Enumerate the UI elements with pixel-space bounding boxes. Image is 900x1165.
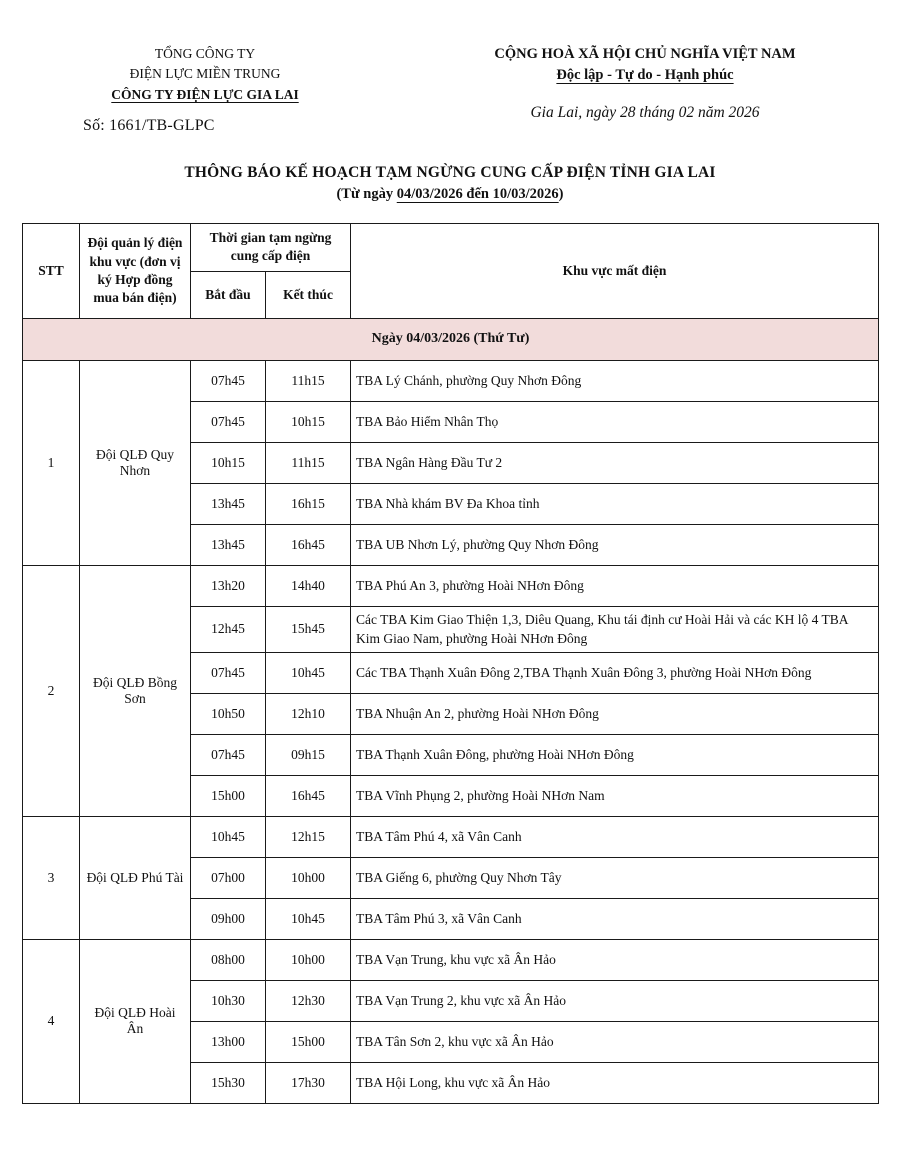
table-row: [23, 360, 879, 401]
area-cell: TBA Tân Sơn 2, khu vực xã Ân Hảo: [351, 1021, 879, 1062]
area-cell: TBA Ngân Hàng Đầu Tư 2: [351, 442, 879, 483]
national-title: CỘNG HOÀ XÃ HỘI CHỦ NGHĨA VIỆT NAM: [494, 46, 796, 62]
outage-schedule-table: [22, 223, 879, 1104]
stt-cell: 3: [23, 816, 80, 939]
start-time-cell: 15h30: [191, 1062, 266, 1103]
area-cell: TBA Tâm Phú 3, xã Vân Canh: [351, 898, 879, 939]
end-time-cell: 17h30: [266, 1062, 351, 1103]
start-time-cell: 13h45: [191, 483, 266, 524]
start-time-cell: 13h00: [191, 1021, 266, 1062]
start-time-cell: 10h50: [191, 693, 266, 734]
page-subtitle: [0, 186, 900, 203]
subtitle-suffix: ): [558, 185, 564, 202]
start-time-cell: 07h45: [191, 652, 266, 693]
end-time-cell: 10h45: [266, 898, 351, 939]
col-header-start: Bắt đầu: [191, 271, 266, 318]
start-time-cell: 12h45: [191, 606, 266, 652]
start-time-cell: 10h15: [191, 442, 266, 483]
table-row: [23, 816, 879, 857]
company-name: CÔNG TY ĐIỆN LỰC GIA LAI: [111, 86, 299, 102]
document-number: Số: 1661/TB-GLPC: [83, 116, 215, 134]
subtitle-prefix: (Từ ngày: [336, 185, 397, 202]
stt-cell: 2: [23, 565, 80, 816]
start-time-cell: 13h20: [191, 565, 266, 606]
end-time-cell: 15h45: [266, 606, 351, 652]
area-cell: TBA Phú An 3, phường Hoài NHơn Đông: [351, 565, 879, 606]
start-time-cell: 15h00: [191, 775, 266, 816]
area-cell: TBA Hội Long, khu vực xã Ân Hảo: [351, 1062, 879, 1103]
table-row: [23, 939, 879, 980]
end-time-cell: 09h15: [266, 734, 351, 775]
team-cell: Đội QLĐ Hoài Ân: [80, 939, 191, 1103]
area-cell: Các TBA Kim Giao Thiện 1,3, Diêu Quang, Khu tái định cư Hoài Hải và các KH lộ 4 TBA Kim Giao Nam, phường Hoài NHơn Đông: [351, 606, 879, 652]
start-time-cell: 07h00: [191, 857, 266, 898]
end-time-cell: 11h15: [266, 442, 351, 483]
subtitle-date-range: 04/03/2026 đến 10/03/2026: [396, 185, 559, 202]
end-time-cell: 12h10: [266, 693, 351, 734]
col-header-area: Khu vực mất điện: [351, 223, 879, 318]
national-motto: Độc lập - Tự do - Hạnh phúc: [556, 67, 734, 84]
end-time-cell: 11h15: [266, 360, 351, 401]
day-banner: Ngày 04/03/2026 (Thứ Tư): [23, 318, 879, 360]
start-time-cell: 10h45: [191, 816, 266, 857]
org-line-1: TỔNG CÔNG TY: [154, 46, 256, 61]
place-date: Gia Lai, ngày 28 tháng 02 năm 2026: [530, 104, 760, 122]
end-time-cell: 16h45: [266, 524, 351, 565]
letterhead: [0, 44, 900, 138]
stt-cell: 1: [23, 360, 80, 565]
area-cell: TBA Tâm Phú 4, xã Vân Canh: [351, 816, 879, 857]
area-cell: TBA Vạn Trung 2, khu vực xã Ân Hảo: [351, 980, 879, 1021]
table-row: [23, 565, 879, 606]
col-header-stt: STT: [23, 223, 80, 318]
end-time-cell: 16h45: [266, 775, 351, 816]
team-cell: Đội QLĐ Phú Tài: [80, 816, 191, 939]
col-header-team: Đội quản lý điện khu vực (đơn vị ký Hợp đồng mua bán điện): [80, 223, 191, 318]
start-time-cell: 07h45: [191, 734, 266, 775]
national-motto-block: [420, 44, 870, 125]
area-cell: TBA Nhuận An 2, phường Hoài NHơn Đông: [351, 693, 879, 734]
end-time-cell: 10h45: [266, 652, 351, 693]
col-header-end: Kết thúc: [266, 271, 351, 318]
area-cell: TBA Lý Chánh, phường Quy Nhơn Đông: [351, 360, 879, 401]
end-time-cell: 15h00: [266, 1021, 351, 1062]
team-cell: Đội QLĐ Quy Nhơn: [80, 360, 191, 565]
team-cell: Đội QLĐ Bồng Sơn: [80, 565, 191, 816]
stt-cell: 4: [23, 939, 80, 1103]
area-cell: TBA Nhà khám BV Đa Khoa tỉnh: [351, 483, 879, 524]
end-time-cell: 14h40: [266, 565, 351, 606]
day-banner-row: [23, 318, 879, 360]
end-time-cell: 12h15: [266, 816, 351, 857]
area-cell: TBA Thạnh Xuân Đông, phường Hoài NHơn Đông: [351, 734, 879, 775]
start-time-cell: 08h00: [191, 939, 266, 980]
end-time-cell: 16h15: [266, 483, 351, 524]
start-time-cell: 07h45: [191, 360, 266, 401]
area-cell: TBA Giếng 6, phường Quy Nhơn Tây: [351, 857, 879, 898]
end-time-cell: 10h00: [266, 939, 351, 980]
area-cell: TBA Vĩnh Phụng 2, phường Hoài NHơn Nam: [351, 775, 879, 816]
area-cell: Các TBA Thạnh Xuân Đông 2,TBA Thạnh Xuân Đông 3, phường Hoài NHơn Đông: [351, 652, 879, 693]
page-title: THÔNG BÁO KẾ HOẠCH TẠM NGỪNG CUNG CẤP ĐIỆN TỈNH GIA LAI: [184, 163, 716, 181]
end-time-cell: 12h30: [266, 980, 351, 1021]
col-header-time-group: Thời gian tạm ngừng cung cấp điện: [191, 223, 351, 271]
title-block: [0, 164, 900, 203]
area-cell: TBA Bảo Hiểm Nhân Thọ: [351, 401, 879, 442]
area-cell: TBA UB Nhơn Lý, phường Quy Nhơn Đông: [351, 524, 879, 565]
start-time-cell: 09h00: [191, 898, 266, 939]
org-block: [55, 44, 355, 138]
area-cell: TBA Vạn Trung, khu vực xã Ân Hảo: [351, 939, 879, 980]
start-time-cell: 10h30: [191, 980, 266, 1021]
org-line-2: ĐIỆN LỰC MIỀN TRUNG: [129, 66, 281, 82]
start-time-cell: 07h45: [191, 401, 266, 442]
end-time-cell: 10h15: [266, 401, 351, 442]
start-time-cell: 13h45: [191, 524, 266, 565]
end-time-cell: 10h00: [266, 857, 351, 898]
